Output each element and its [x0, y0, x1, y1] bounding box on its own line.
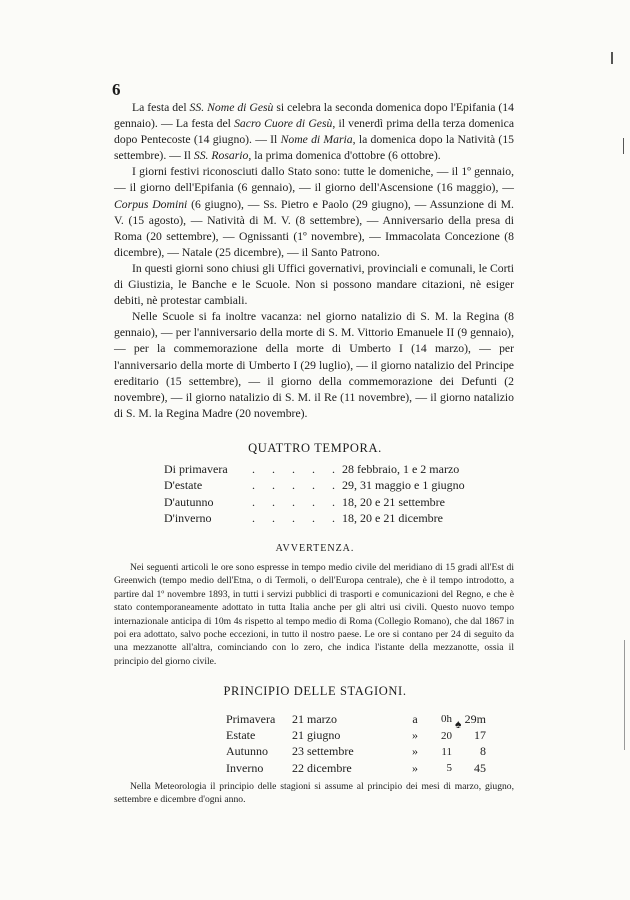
- tempora-row: [164, 461, 465, 478]
- tempora-dots: . . . . .: [252, 511, 342, 526]
- text-run: I giorni festivi riconosciuti dallo Stato sono: tutte le domeniche, — il 1º gennaio, — il giorno dell'Epifania (6 gennaio), — il giorno dell'Ascensione (16 maggio), —: [114, 165, 514, 195]
- stagioni-mark: »: [412, 760, 418, 775]
- stagioni-mark: a: [412, 711, 418, 726]
- feast-text: [114, 100, 514, 422]
- avvertenza-paragraph: Nei seguenti articoli le ore sono espresse in tempo medio civile del meridiano di 15 gradi all'Est di Greenwich (tempo medio dell'Etna, o di Termoli, o dell'Europa centrale), che è il tempo introdotto, a partire dal 1º novembre 1893, in tutti i servizi pubblici di trasporti e comunicazioni del Regno, e che è stato contemporaneamente adottato in tutta Italia anche per gli altri usi civili. Questo nuovo tempo internazionale anticipa di 10m 4s rispetto al tempo medio di Roma (Collegio Romano), che dal 1867 in poi era adottato, salvo poche eccezioni, in tutto il nostro paese. Le ore si contano per 24 di seguito da una mezzanotte all'altra, cominciando con lo zero, che indica l'istante della mezzanotte, ossia il principio del giorno civile.: [114, 562, 514, 667]
- italic-run: Corpus Domini: [114, 197, 188, 211]
- stagioni-date: 21 marzo: [292, 711, 337, 726]
- tempora-dots: . . . . .: [252, 494, 342, 509]
- stagioni-date: 22 dicembre: [292, 760, 352, 775]
- stagioni-min: 8: [480, 744, 486, 759]
- stagioni-season: Estate: [226, 728, 256, 743]
- stagioni-season: Primavera: [226, 711, 276, 726]
- stagioni-row: [226, 727, 486, 743]
- tempora-dots: . . . . .: [252, 461, 342, 476]
- text-run: La festa del: [132, 101, 190, 114]
- page-edge-mark: [611, 52, 613, 64]
- stagioni-hour: 5: [446, 762, 452, 775]
- avvertenza-text: [114, 561, 514, 668]
- stagioni-row: [226, 760, 486, 776]
- stagioni-row: [226, 744, 486, 760]
- tempora-heading: QUATTRO TEMPORA.: [248, 441, 382, 455]
- spade-symbol-icon: ♠: [455, 717, 462, 731]
- stagioni-mark: »: [412, 728, 418, 743]
- italic-run: Sacro Cuore di Gesù: [234, 117, 333, 131]
- italic-run: SS. Nome di Gesù: [189, 101, 274, 114]
- tempora-row: [164, 494, 465, 511]
- stagioni-date: 21 giugno: [292, 728, 341, 743]
- paragraph-holidays: [114, 164, 514, 261]
- stagioni-hour: 20: [441, 729, 452, 742]
- stagioni-mark: »: [412, 744, 418, 759]
- italic-run: Nome di Maria: [280, 133, 353, 147]
- paragraph-closures: In questi giorni sono chiusi gli Uffici governativi, provinciali e comunali, le Corti di Giustizia, le Banche e le Scuole. Non si possono mandare citazioni, nè esiger debiti, nè protestar cambiali.: [114, 261, 514, 308]
- stagioni-hour: 0h: [441, 713, 452, 726]
- page-edge-mark: [623, 138, 624, 154]
- avvertenza-heading: AVVERTENZA.: [275, 543, 355, 554]
- stagioni-season: Autunno: [226, 744, 268, 759]
- tempora-dates: 18, 20 e 21 dicembre: [342, 511, 443, 526]
- meteorologia-paragraph: Nella Meteorologia il principio delle stagioni si assume al principio dei mesi di marzo, giugno, settembre e dicembre d'ogni anno.: [114, 781, 514, 806]
- stagioni-heading: PRINCIPIO DELLE STAGIONI.: [223, 684, 407, 698]
- tempora-season: D'inverno: [164, 511, 212, 526]
- meteorologia-note: [114, 780, 514, 807]
- stagioni-row: [226, 711, 486, 727]
- tempora-dots: . . . . .: [252, 478, 342, 493]
- stagioni-hour: 11: [441, 745, 452, 758]
- tempora-season: D'estate: [164, 478, 203, 493]
- stagioni-min: 45: [474, 760, 486, 775]
- text-run: (6 giugno), — Ss. Pietro e Paolo (29 giugno), — Assunzione di M. V. (15 agosto), — Natività di M. V. (8 settembre), — Anniversario della presa di Roma (20 settembre), — Ognissanti (1º novembre), — Immacolata Concezione (8 dicembre), — Natale (25 dicembre), — il Santo Patrono.: [114, 197, 514, 259]
- text-run: si celebra la seconda domenica dopo l'Epifania (14 gennaio). — La festa del: [114, 101, 514, 131]
- tempora-dates: 18, 20 e 21 settembre: [342, 494, 445, 509]
- stagioni-date: 23 settembre: [292, 744, 354, 759]
- stagioni-min: 29m: [464, 711, 486, 726]
- italic-run: SS. Rosario: [193, 149, 249, 163]
- text-run: , il venerdì prima della terza domenica dopo Pentecoste (14 giugno). — Il: [114, 117, 515, 147]
- tempora-dates: 28 febbraio, 1 e 2 marzo: [342, 461, 460, 476]
- text-run: , la domenica dopo la Natività (15 settembre). — Il: [114, 133, 515, 163]
- tempora-dates: 29, 31 maggio e 1 giugno: [342, 478, 465, 493]
- tempora-season: D'autunno: [164, 494, 214, 509]
- tempora-season: Di primavera: [164, 461, 228, 476]
- page-number: 6: [112, 80, 121, 99]
- tempora-row: [164, 511, 465, 528]
- paragraph-school-holidays: Nelle Scuole si fa inoltre vacanza: nel giorno natalizio di S. M. la Regina (8 gennaio), — per l'anniversario della morte di S. M. Vittorio Emanuele II (9 gennaio), — per la commemorazione della morte di Umberto I (14 marzo), — per l'anniversario della morte di Umberto I (29 luglio), — il giorno natalizio del Principe ereditario (15 settembre), — il giorno della commemorazione dei Defunti (2 novembre), — il giorno natalizio di S. M. il Re (11 novembre), — il giorno natalizio di S. M. la Regina Madre (20 novembre).: [114, 310, 514, 420]
- tempora-row: [164, 478, 465, 495]
- text-run: , la prima domenica d'ottobre (6 ottobre).: [248, 149, 441, 163]
- stagioni-min: 17: [474, 728, 486, 743]
- paragraph-feasts: [114, 100, 514, 164]
- tempora-table: [164, 461, 465, 527]
- stagioni-table: [226, 711, 486, 777]
- stagioni-season: Inverno: [226, 760, 264, 775]
- page-edge-mark: [624, 640, 625, 750]
